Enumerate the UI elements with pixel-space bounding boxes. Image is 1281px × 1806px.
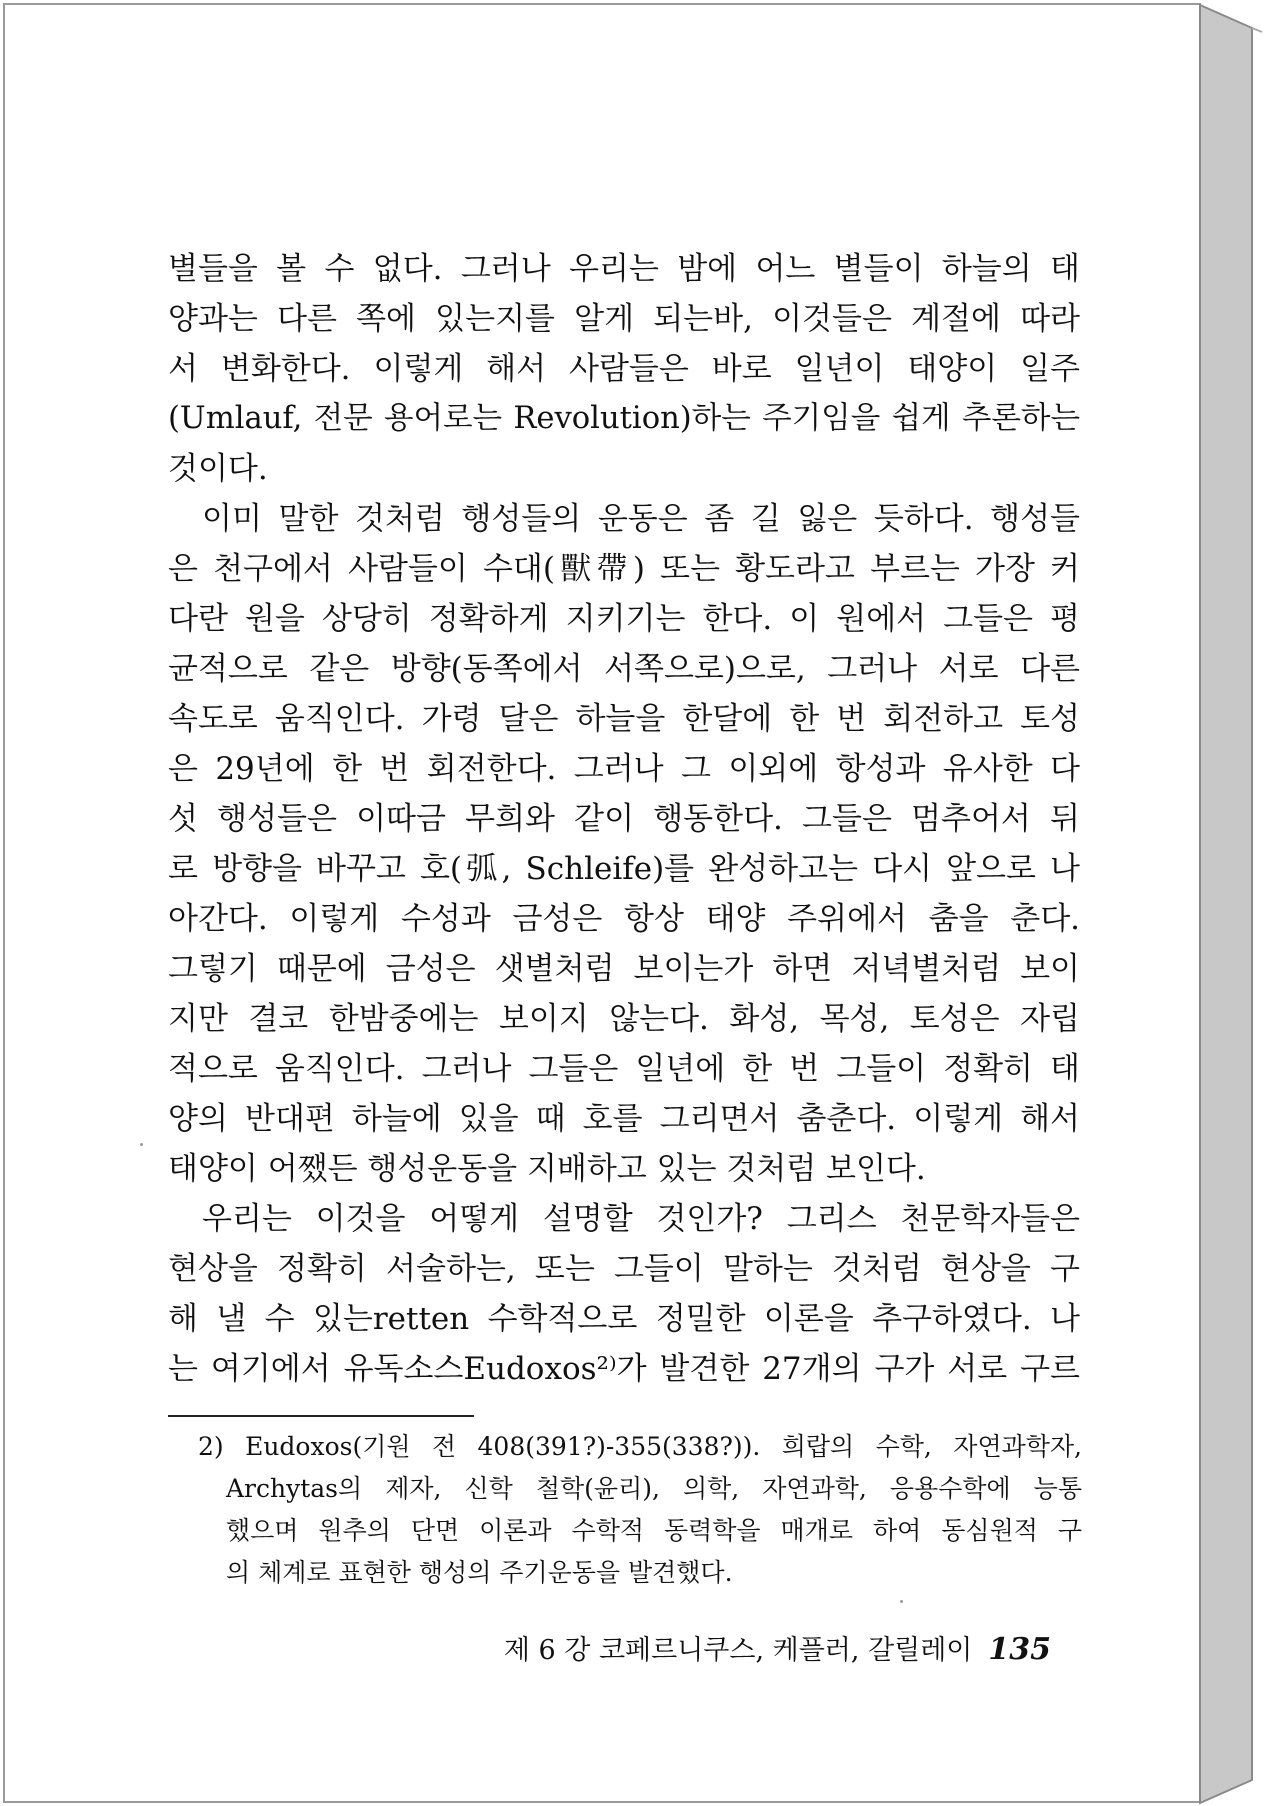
text-line: (Umlauf, 전문 용어로는 Revolution)하는 주기임을 쉽게 추론하는 bbox=[168, 401, 1080, 436]
text-line: 해 낼 수 있는retten 수학적으로 정밀한 이론을 추구하였다. 나 bbox=[168, 1301, 1080, 1337]
text-line: 양의 반대편 하늘에 있을 때 호를 그리면서 춤춘다. 이렇게 해서 bbox=[168, 1101, 1080, 1137]
scan-speck bbox=[140, 1143, 143, 1146]
text-line: 속도로 움직인다. 가령 달은 하늘을 한달에 한 번 회전하고 토성 bbox=[168, 701, 1080, 737]
text-line: 그렇기 때문에 금성은 샛별처럼 보이는가 하면 저녁별처럼 보이 bbox=[168, 951, 1080, 987]
text-line: 지만 결코 한밤중에는 보이지 않는다. 화성, 목성, 토성은 자립 bbox=[168, 1001, 1080, 1037]
body-text bbox=[168, 244, 1080, 1394]
text-line: 이미 말한 것처럼 행성들의 운동은 좀 길 잃은 듯하다. 행성들 bbox=[202, 501, 1080, 537]
running-footer bbox=[504, 1628, 1051, 1667]
footnote-line: Archytas의 제자, 신학 철학(윤리), 의학, 자연과학, 응용수학에 능통 bbox=[226, 1474, 1082, 1503]
text-line: 태양이 어쨌든 행성운동을 지배하고 있는 것처럼 보인다. bbox=[168, 1151, 926, 1187]
text-line: 서 변화한다. 이렇게 해서 사람들은 바로 일년이 태양이 일주 bbox=[168, 351, 1080, 387]
scan-speck bbox=[900, 1600, 903, 1603]
chapter-title: 제 6 강 코페르니쿠스, 케플러, 갈릴레이 bbox=[503, 1635, 973, 1666]
footnote-line: 의 체계로 표현한 행성의 주기운동을 발견했다. bbox=[226, 1558, 733, 1587]
text-line: 로 방향을 바꾸고 호(弧, Schleife)를 완성하고는 다시 앞으로 나 bbox=[168, 851, 1080, 887]
text-line: 다란 원을 상당히 정확하게 지키기는 한다. 이 원에서 그들은 평 bbox=[168, 601, 1080, 637]
text-line: 균적으로 같은 방향(동쪽에서 서쪽으로)으로, 그러나 서로 다른 bbox=[168, 651, 1080, 687]
text-line: 는 여기에서 유독소스Eudoxos²⁾가 발견한 27개의 구가 서로 구르 bbox=[168, 1351, 1080, 1387]
footnote-line: 했으며 원추의 단면 이론과 수학적 동력학을 매개로 하여 동심원적 구 bbox=[226, 1516, 1082, 1545]
text-line: 우리는 이것을 어떻게 설명할 것인가? 그리스 천문학자들은 bbox=[202, 1201, 1080, 1237]
text-line: 적으로 움직인다. 그러나 그들은 일년에 한 번 그들이 정확히 태 bbox=[168, 1051, 1080, 1087]
text-line: 섯 행성들은 이따금 무희와 같이 행동한다. 그들은 멈추어서 뒤 bbox=[168, 801, 1080, 837]
text-line: 양과는 다른 쪽에 있는지를 알게 되는바, 이것들은 계절에 따라 bbox=[168, 301, 1080, 337]
text-line: 현상을 정확히 서술하는, 또는 그들이 말하는 것처럼 현상을 구 bbox=[168, 1251, 1080, 1287]
footnote-divider bbox=[168, 1415, 474, 1417]
footnote-line: 2) Eudoxos(기원 전 408(391?)-355(338?)). 희랍의 수학, 자연과학자, bbox=[198, 1432, 1082, 1461]
text-line: 아간다. 이렇게 수성과 금성은 항상 태양 주위에서 춤을 춘다. bbox=[168, 901, 1080, 937]
footnote bbox=[198, 1426, 1082, 1594]
text-line: 은 29년에 한 번 회전한다. 그러나 그 이외에 항성과 유사한 다 bbox=[168, 751, 1080, 787]
text-line: 별들을 볼 수 없다. 그러나 우리는 밤에 어느 별들이 하늘의 태 bbox=[168, 251, 1080, 287]
text-line: 은 천구에서 사람들이 수대(獸帶) 또는 황도라고 부르는 가장 커 bbox=[168, 551, 1080, 587]
page-thickness-edge bbox=[1200, 5, 1252, 1803]
page-number: 135 bbox=[988, 1632, 1051, 1667]
text-line: 것이다. bbox=[168, 451, 268, 487]
